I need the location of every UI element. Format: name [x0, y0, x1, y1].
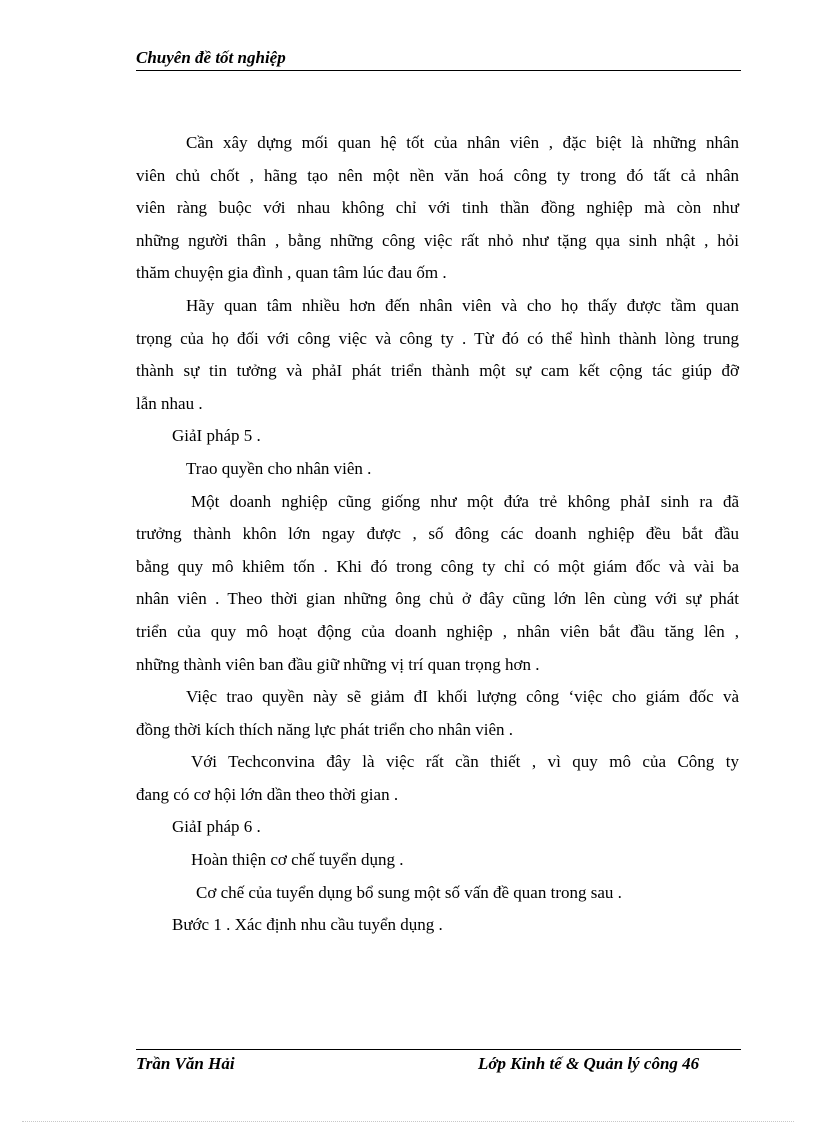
footer-divider [136, 1049, 741, 1050]
text-line: lẫn nhau . [136, 393, 203, 413]
footer-class-name: Lớp Kinh tế & Quản lý công 46 [478, 1054, 700, 1073]
text-line: viên chủ chốt , hãng tạo nên một nền văn hoá công ty trong đó tất cả nhân [136, 165, 739, 185]
text-line: đồng thời kích thích năng lực phát triển cho nhân viên . [136, 719, 514, 739]
section-subheading: Trao quyền cho nhân viên . [186, 458, 372, 478]
text-line: triển của quy mô hoạt động của doanh nghiệp , nhân viên bắt đầu tăng lên , [136, 621, 739, 641]
text-line: Một doanh nghiệp cũng giống như một đứa trẻ không phảI sinh ra đã [191, 491, 739, 511]
text-line: Việc trao quyền này sẽ giảm đI khối lượng công ‘việc cho giám đốc và [186, 687, 739, 707]
text-line: bằng quy mô khiêm tốn . Khi đó trong công ty chỉ có một giám đốc và vài ba [136, 556, 739, 576]
section-heading: GiảI pháp 6 . [172, 817, 261, 837]
text-line: viên ràng buộc với nhau không chỉ với tinh thần đồng nghiệp mà còn như [136, 198, 739, 218]
section-heading: GiảI pháp 5 . [172, 426, 261, 446]
text-line: trọng của họ đối với công việc và công ty . Từ đó có thể hình thành lòng trung [136, 328, 739, 348]
document-body [136, 127, 739, 942]
text-line: thành sự tin tưởng và phảI phát triển thành một sự cam kết cộng tác giúp đỡ [136, 361, 739, 381]
header-divider [136, 70, 741, 71]
text-line: những thành viên ban đầu giữ những vị trí quan trọng hơn . [136, 654, 540, 674]
section-subheading: Hoàn thiện cơ chế tuyển dụng . [191, 850, 404, 870]
text-line: nhân viên . Theo thời gian những ông chủ ở đây cũng lớn lên cùng với sự phát [136, 589, 739, 609]
text-line: Hãy quan tâm nhiều hơn đến nhân viên và cho họ thấy được tầm quan [186, 295, 739, 315]
text-line: Cần xây dựng mối quan hệ tốt của nhân viên , đặc biệt là những nhân [186, 133, 739, 152]
text-line: Cơ chế của tuyển dụng bổ sung một số vấn đề quan trong sau . [196, 882, 622, 902]
text-line: Với Techconvina đây là việc rất cần thiết , vì quy mô của Công ty [191, 752, 739, 772]
page-header-title: Chuyên đề tốt nghiệp [136, 48, 286, 67]
text-line: những người thân , bằng những công việc rất nhỏ như tặng qụa sinh nhật , hỏi [136, 230, 739, 250]
text-line: thăm chuyện gia đình , quan tâm lúc đau ốm . [136, 263, 447, 283]
text-line: đang có cơ hội lớn dần theo thời gian . [136, 784, 399, 804]
text-line: Bước 1 . Xác định nhu cầu tuyển dụng . [172, 915, 443, 935]
page-boundary [22, 1121, 794, 1122]
text-line: trưởng thành khôn lớn ngay được , số đông các doanh nghiệp đều bắt đầu [136, 524, 739, 544]
footer-author: Trần Văn Hải [136, 1054, 235, 1073]
